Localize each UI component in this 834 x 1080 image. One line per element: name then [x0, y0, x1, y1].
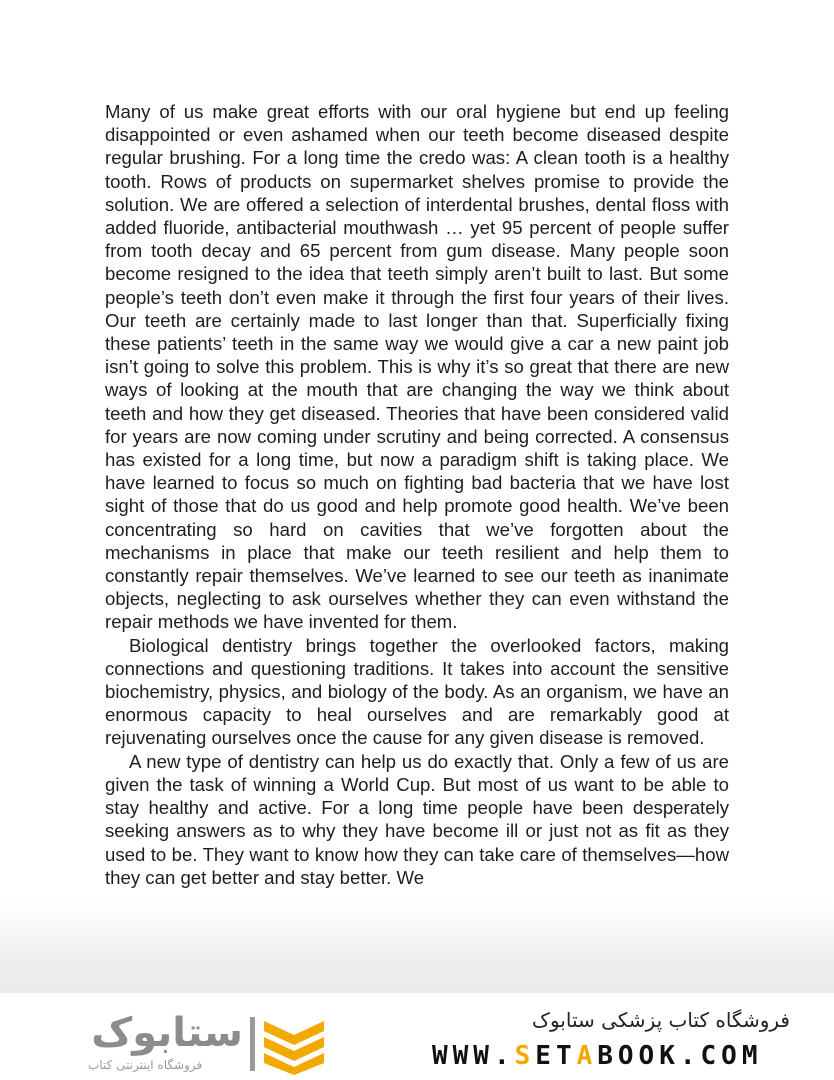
page-fade [0, 920, 834, 1000]
website-link[interactable] [432, 1041, 762, 1071]
website-letter-b: B [597, 1041, 618, 1071]
paragraph-3: A new type of dentistry can help us do exactly that. Only a few of us are given the task of winning a World Cup. But most of us want to be able to stay healthy and active. For a long time people have been desperately seeking answers as to why they have become ill or just not as fit as they used to be. They want to know how they can take care of themselves—how they can get better and stay better. We [105, 750, 729, 888]
store-logo [58, 1010, 243, 1070]
website-suffix: OOK.COM [617, 1041, 763, 1071]
body-text [105, 100, 729, 889]
website-letter-e: E [535, 1041, 556, 1071]
shop-title: فروشگاه کتاب پزشکی ستابوک [532, 1008, 790, 1032]
website-prefix: WWW. [432, 1041, 515, 1071]
website-letter-a: A [576, 1041, 598, 1071]
logo-wordmark: ستابوک [91, 1010, 243, 1056]
website-letter-t: T [555, 1041, 577, 1071]
website-letter-s: S [514, 1041, 536, 1071]
paragraph-1: Many of us make great efforts with our oral hygiene but end up feeling disappointed or even ashamed when our teeth become diseased despite regular brushing. For a long time the credo was: A clean tooth is a healthy tooth. Rows of products on supermarket shelves promise to provide the solution. We are offered a selection of interdental brushes, dental floss with added fluoride, antibacterial mouthwash … yet 95 percent of people suffer from tooth decay and 65 percent from gum disease. Many people soon become resigned to the idea that teeth simply aren’t built to last. But some people’s teeth don’t even make it through the first four years of their lives. Our teeth are certainly made to last longer than that. Superficially fixing these patients’ teeth in the same way we would give a car a new paint job isn’t going to solve this problem. This is why it’s so great that there are new ways of looking at the mouth that are changing the way we think about teeth and how they get diseased. Theories that have been considered valid for years are now coming under scrutiny and being corrected. A consensus has existed for a long time, but now a paradigm shift is taking place. We have learned to focus so much on fighting bad bacteria that we have lost sight of those that do us good and help promote good health. We’ve been concentrating so hard on cavities that we’ve forgotten about the mechanisms in place that make our teeth resilient and help them to constantly repair themselves. We’ve learned to see our teeth as inanimate objects, neglecting to ask ourselves whether they can even withstand the repair methods we have invented for them. [105, 101, 729, 633]
logo-subtitle: فروشگاه اینترنتی کتاب [88, 1058, 203, 1072]
paragraph-2: Biological dentistry brings together the overlooked factors, making connections and questioning traditions. It takes into account the sensitive biochemistry, physics, and biology of the body. As an organism, we have an enormous capacity to heal ourselves and are remarkably good at rejuvenating ourselves once the cause for any given disease is removed. [105, 634, 729, 749]
stacked-chevrons-icon [250, 1015, 328, 1075]
